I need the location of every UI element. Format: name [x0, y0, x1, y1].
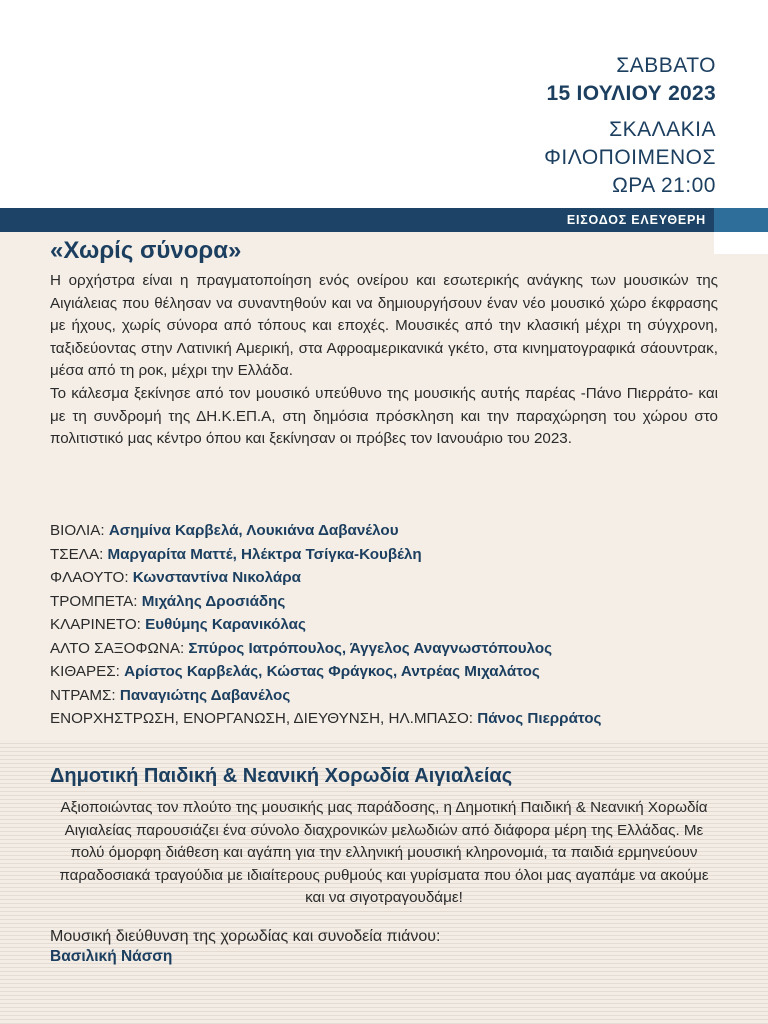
- section-2-paragraph-wrap: [50, 797, 718, 910]
- roster-names: Αρίστος Καρβελάς, Κώστας Φράγκος, Αντρέας Μιχαλάτος: [124, 663, 540, 680]
- event-time: ΩΡΑ 21:00: [612, 174, 716, 197]
- venue-line-1: ΣΚΑΛΑΚΙΑ: [609, 118, 716, 141]
- roster-role: ΤΣΕΛΑ:: [50, 545, 104, 563]
- roster-names: Σπύρος Ιατρόπουλος, Άγγελος Αναγνωστόπουλος: [188, 639, 553, 657]
- musicians-roster: [50, 519, 718, 731]
- section-2-paragraph: Αξιοποιώντας τον πλούτο της μουσικής μας παράδοσης, η Δημοτική Παιδική & Νεανική Χορωδία Αιγιαλείας παρουσιάζει ένα σύνολο διαχρονικών μελωδιών από διάφορα μέρη της Ελλάδας. Με πολύ όμορφη διάθεση και αγάπη για την ελληνική μουσική κληρονομιά, τα παιδιά ερμηνεύουν παραδοσιακά τραγούδια με ιδιαίτερους ρυθμούς και γυρίσματα που όλοι μας αγαπάμε να ακούμε και να σιγοτραγουδάμε!: [59, 799, 709, 906]
- venue-line-2: ΦΙΛΟΠΟΙΜΕΝΟΣ: [544, 146, 716, 169]
- roster-names: Μαργαρίτα Ματτέ, Ηλέκτρα Τσίγκα-Κουβέλη: [107, 545, 422, 563]
- roster-row: [50, 684, 718, 708]
- section-1-paragraph-2-wrap: [50, 383, 718, 451]
- roster-role: ΚΛΑΡΙΝΕΤΟ:: [50, 616, 141, 633]
- section-1-paragraph-1-wrap: [50, 270, 718, 383]
- section-2-title: Δημοτική Παιδική & Νεανική Χορωδία Αιγιαλείας: [50, 765, 513, 787]
- entry-label: ΕΙΣΟΔΟΣ ΕΛΕΥΘΕΡΗ: [566, 213, 706, 227]
- roster-names: Ασημίνα Καρβελά, Λουκιάνα Δαβανέλου: [108, 522, 399, 539]
- roster-role: ΤΡΟΜΠΕΤΑ:: [50, 592, 138, 610]
- event-details: [544, 52, 716, 200]
- roster-role: ΒΙΟΛΙΑ:: [50, 522, 105, 539]
- roster-role: ΑΛΤΟ ΣΑΞΟΦΩΝΑ:: [50, 639, 185, 657]
- roster-row: [50, 590, 718, 614]
- roster-role: ΚΙΘΑΡΕΣ:: [50, 663, 120, 680]
- event-date: 15 ΙΟΥΛΙΟΥ 2023: [546, 82, 716, 105]
- header-area: [0, 0, 768, 208]
- roster-row: [50, 566, 718, 590]
- roster-names: Παναγιώτης Δαβανέλος: [119, 686, 291, 704]
- roster-row: [50, 637, 718, 661]
- banner-accent: [714, 208, 768, 232]
- roster-role: ΦΛΑΟΥΤΟ:: [50, 569, 129, 586]
- roster-names: Ευθύμης Καρανικόλας: [145, 616, 306, 633]
- choir-director-name: Βασιλική Νάσση: [50, 948, 173, 965]
- event-day: ΣΑΒΒΑΤΟ: [616, 54, 716, 77]
- roster-names: Μιχάλης Δροσιάδης: [141, 592, 286, 610]
- corner-cutout: [714, 232, 768, 254]
- roster-names: Κωνσταντίνα Νικολάρα: [132, 569, 301, 586]
- section-1-paragraph-2: Το κάλεσμα ξεκίνησε από τον μουσικό υπεύθυνο της μουσικής αυτής παρέας -Πάνο Πιερράτο- και με τη συνδρομή της ΔΗ.Κ.ΕΠ.Α, στη δημόσια πρόσκληση και την παραχώρηση του χώρου στο πολιτιστικό μας κέντρο όπου και ξεκίνησαν οι πρόβες τον Ιανουάριο του 2023.: [50, 385, 718, 447]
- roster-role: ΕΝΟΡΧΗΣΤΡΩΣΗ, ΕΝΟΡΓΑΝΩΣΗ, ΔΙΕΥΘΥΝΣΗ, ΗΛ.ΜΠΑΣΟ:: [50, 710, 473, 727]
- section-1-title: «Χωρίς σύνορα»: [50, 237, 242, 264]
- roster-row: [50, 707, 718, 731]
- choir-director-label: Μουσική διεύθυνση της χορωδίας και συνοδεία πιάνου:: [50, 928, 441, 945]
- roster-role: ΝΤΡΑΜΣ:: [50, 686, 116, 704]
- roster-names: Πάνος Πιερράτος: [477, 710, 602, 727]
- roster-row: [50, 519, 718, 543]
- roster-row: [50, 543, 718, 567]
- entry-banner: [0, 208, 768, 232]
- roster-row: [50, 660, 718, 684]
- section-1-paragraph-1: Η ορχήστρα είναι η πραγματοποίηση ενός ονείρου και εσωτερικής ανάγκης των μουσικών της Αιγιάλειας που θέλησαν να συναντηθούν και να δημιουργήσουν έναν νέο μουσικό χώρο έκφρασης με ήχους, χωρίς σύνορα από τόπους και εποχές. Μουσικές από την κλασική μέχρι τη σύγχρονη, ταξιδεύοντας στην Λατινική Αμερική, στα Αφροαμερικανικά γκέτο, στα κινηματογραφικά σάουντρακ, μέσα από τη ροκ, μέχρι την Ελλάδα.: [50, 272, 718, 379]
- roster-row: [50, 613, 718, 637]
